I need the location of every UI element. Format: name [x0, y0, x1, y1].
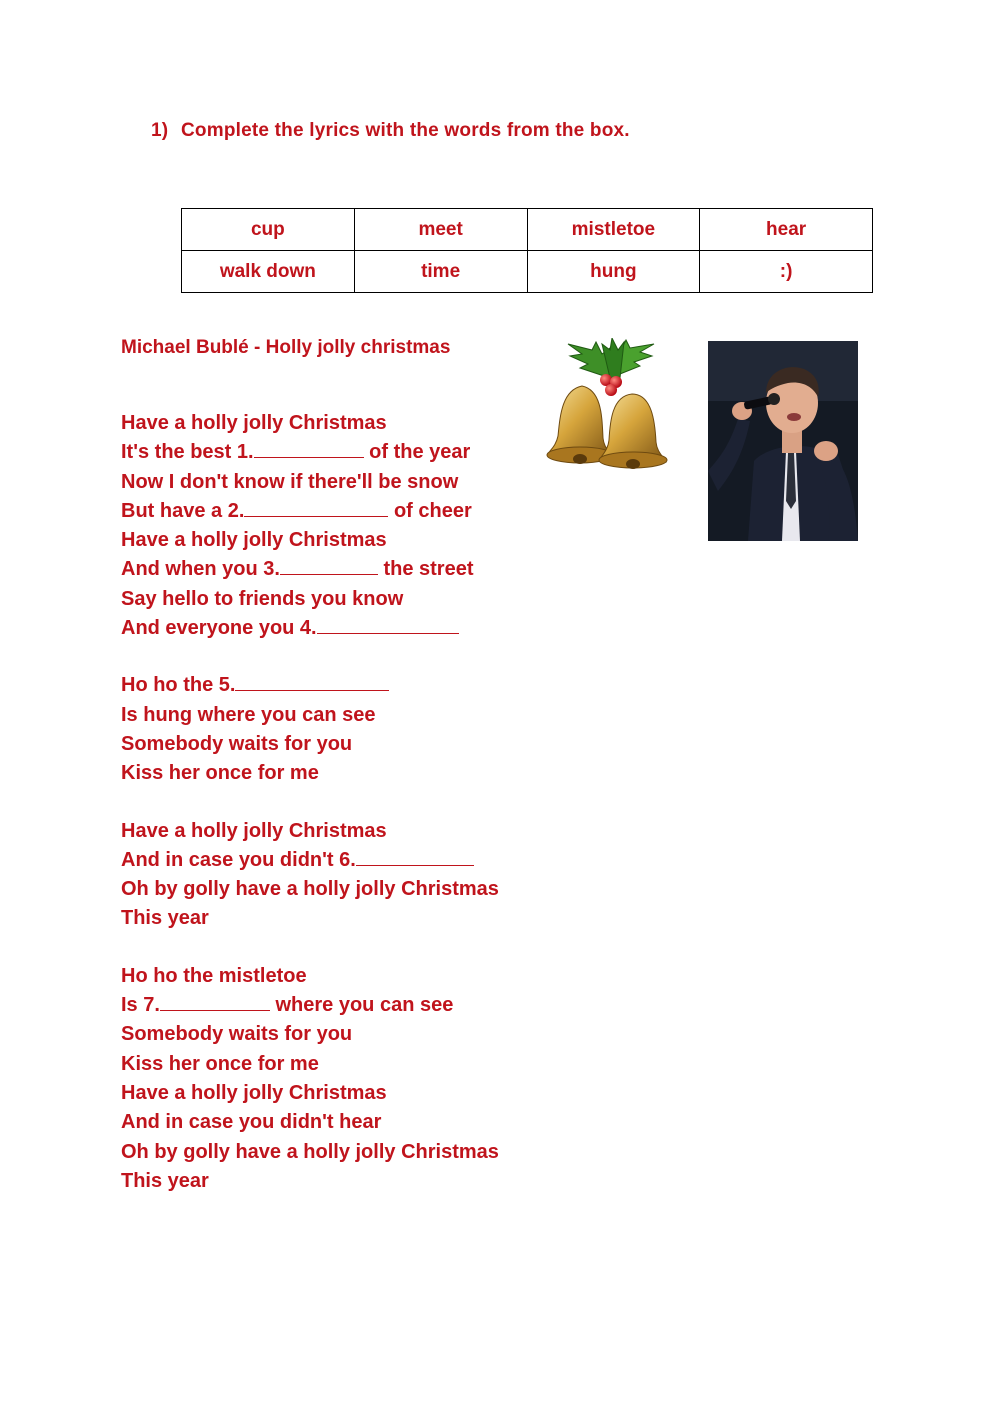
exercise-instruction [151, 120, 630, 142]
lyric-line-with-blank [121, 614, 561, 643]
answer-blank-5[interactable] [235, 673, 389, 691]
lyric-line-with-blank [121, 846, 561, 875]
answer-blank-4[interactable] [317, 616, 459, 634]
lyric-text: where you can see [269, 994, 454, 1017]
lyric-line: Kiss her once for me [121, 762, 319, 785]
answer-blank-2[interactable] [244, 499, 388, 517]
lyric-text: of cheer [388, 499, 472, 522]
lyric-text: And everyone you 4. [121, 617, 317, 640]
word-box-row [182, 209, 873, 251]
lyric-line: Have a holly jolly Christmas [121, 1081, 387, 1104]
word-cell: time [354, 251, 527, 293]
word-box [181, 208, 873, 293]
word-cell: cup [182, 209, 355, 251]
lyric-text: Is 7. [121, 994, 160, 1017]
lyric-line: Oh by golly have a holly jolly Christmas [121, 1140, 499, 1163]
lyric-line: Is hung where you can see [121, 703, 376, 726]
stanza-gap [121, 643, 561, 671]
lyric-text: the street [377, 558, 474, 581]
answer-blank-6[interactable] [356, 848, 474, 866]
lyric-line: Say hello to friends you know [121, 587, 404, 610]
word-cell: walk down [182, 251, 355, 293]
lyric-line: Oh by golly have a holly jolly Christmas [121, 878, 499, 901]
lyric-line: Now I don't know if there'll be snow [121, 470, 459, 493]
lyric-text: It's the best 1. [121, 441, 254, 464]
lyric-text: And in case you didn't 6. [121, 848, 356, 871]
answer-blank-7[interactable] [160, 993, 270, 1011]
singer-photo [708, 341, 858, 541]
lyric-line: Ho ho the mistletoe [121, 964, 307, 987]
lyric-line: Kiss her once for me [121, 1052, 319, 1075]
lyric-text: Ho ho the 5. [121, 674, 236, 697]
lyrics [121, 409, 561, 1196]
lyric-line-with-blank [121, 991, 561, 1020]
lyric-line-with-blank [121, 671, 561, 700]
word-cell: mistletoe [527, 209, 700, 251]
christmas-bells-holly-icon [540, 338, 680, 473]
lyric-text: But have a 2. [121, 499, 245, 522]
lyric-line-with-blank [121, 497, 561, 526]
word-cell: hear [700, 209, 873, 251]
lyric-line: Have a holly jolly Christmas [121, 412, 387, 434]
lyric-line: Have a holly jolly Christmas [121, 819, 387, 842]
singer-illustration [708, 341, 858, 541]
exercise-instruction-text: Complete the lyrics with the words from the box. [181, 120, 630, 141]
word-cell: :) [700, 251, 873, 293]
stanza-gap [121, 789, 561, 817]
exercise-number: 1) [151, 120, 169, 141]
word-box-row [182, 251, 873, 293]
stanza-gap [121, 934, 561, 962]
answer-blank-1[interactable] [254, 440, 364, 458]
lyric-text: of the year [363, 441, 471, 464]
word-cell: meet [354, 209, 527, 251]
lyric-line-with-blank [121, 438, 561, 467]
lyric-line: Somebody waits for you [121, 1023, 353, 1046]
word-cell: hung [527, 251, 700, 293]
lyric-line: Somebody waits for you [121, 732, 353, 755]
lyric-line: This year [121, 1169, 209, 1192]
lyric-line: This year [121, 907, 209, 930]
lyric-line-with-blank [121, 555, 561, 584]
song-title: Michael Bublé - Holly jolly christmas [121, 337, 451, 358]
lyric-text: And when you 3. [121, 558, 280, 581]
answer-blank-3[interactable] [280, 557, 378, 575]
lyric-line: Have a holly jolly Christmas [121, 529, 387, 552]
lyric-line: And in case you didn't hear [121, 1111, 382, 1134]
